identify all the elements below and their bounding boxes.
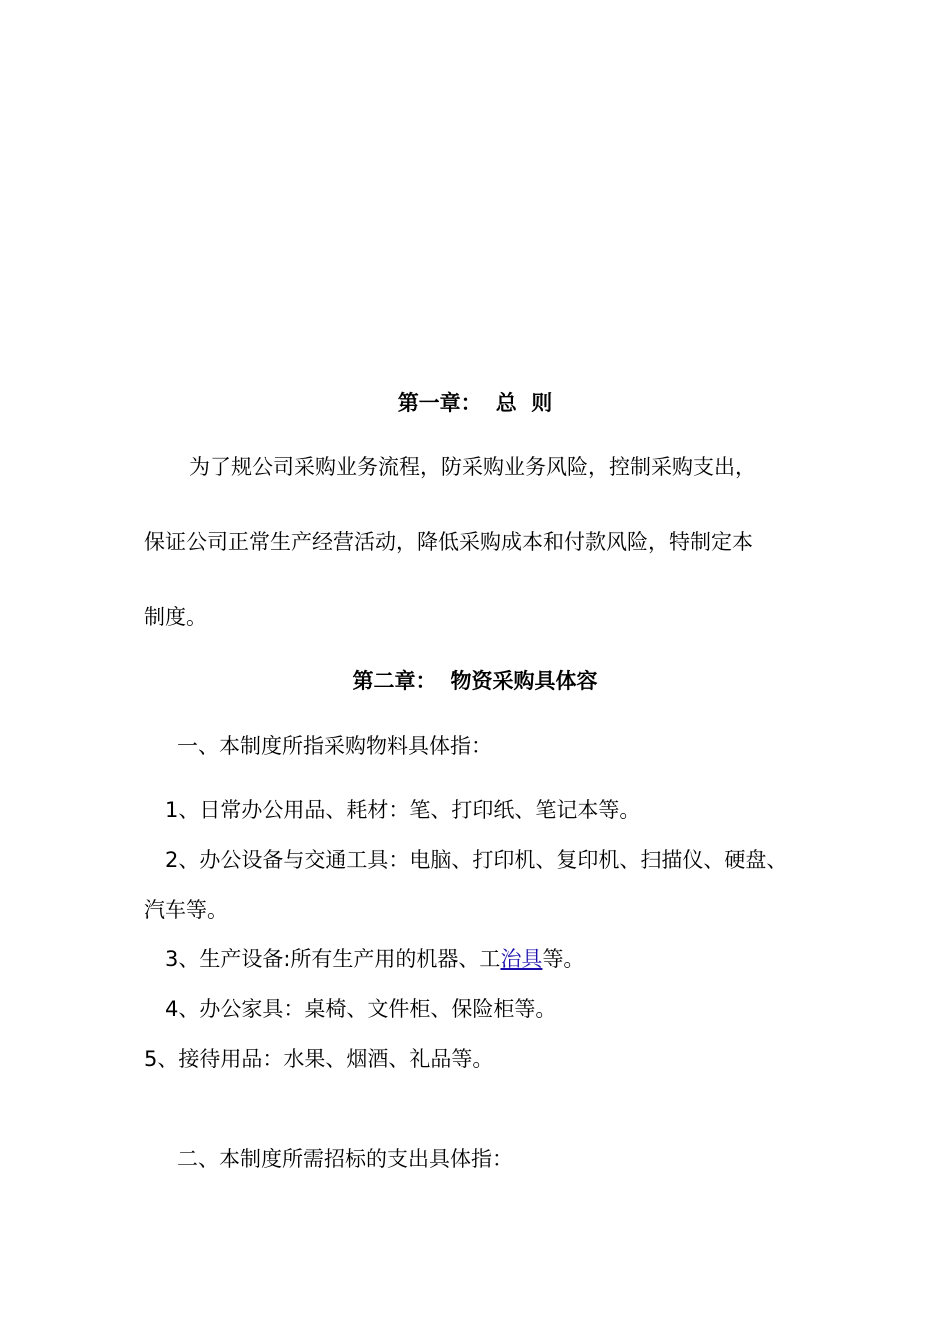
chapter-2-label: 第二章：	[352, 669, 437, 693]
chapter-2-title: 物资采购具体容	[450, 669, 598, 693]
chapter-1-paragraph-line-3: 制度。	[144, 605, 207, 629]
section-1-title: 一、本制度所指采购物料具体指：	[177, 734, 492, 758]
list-item-1: 1、日常办公用品、耗材：笔、打印纸、笔记本等。	[165, 798, 641, 822]
list-item-2: 2、办公设备与交通工具：电脑、打印机、复印机、扫描仪、硬盘、	[165, 848, 788, 872]
chapter-1-paragraph-line-2: 保证公司正常生产经营活动，降低采购成本和付款风险，特制定本	[144, 530, 753, 554]
list-item-5: 5、接待用品：水果、烟酒、礼品等。	[144, 1047, 494, 1071]
section-2-title: 二、本制度所需招标的支出具体指：	[177, 1147, 513, 1171]
list-item-3-suffix: 等。	[542, 947, 585, 971]
fixture-link[interactable]: 治具	[500, 947, 543, 971]
chapter-1-paragraph-line-1: 为了规公司采购业务流程，防采购业务风险，控制采购支出，	[189, 455, 756, 479]
list-item-2-continuation: 汽车等。	[144, 898, 228, 922]
list-item-3	[165, 945, 584, 973]
chapter-1-heading	[0, 389, 950, 417]
list-item-3-text: 3、生产设备:所有生产用的机器、工	[165, 947, 501, 971]
chapter-1-title: 总 则	[495, 391, 553, 415]
chapter-1-label: 第一章：	[397, 391, 482, 415]
chapter-2-heading	[0, 667, 950, 695]
list-item-4: 4、办公家具：桌椅、文件柜、保险柜等。	[165, 997, 557, 1021]
